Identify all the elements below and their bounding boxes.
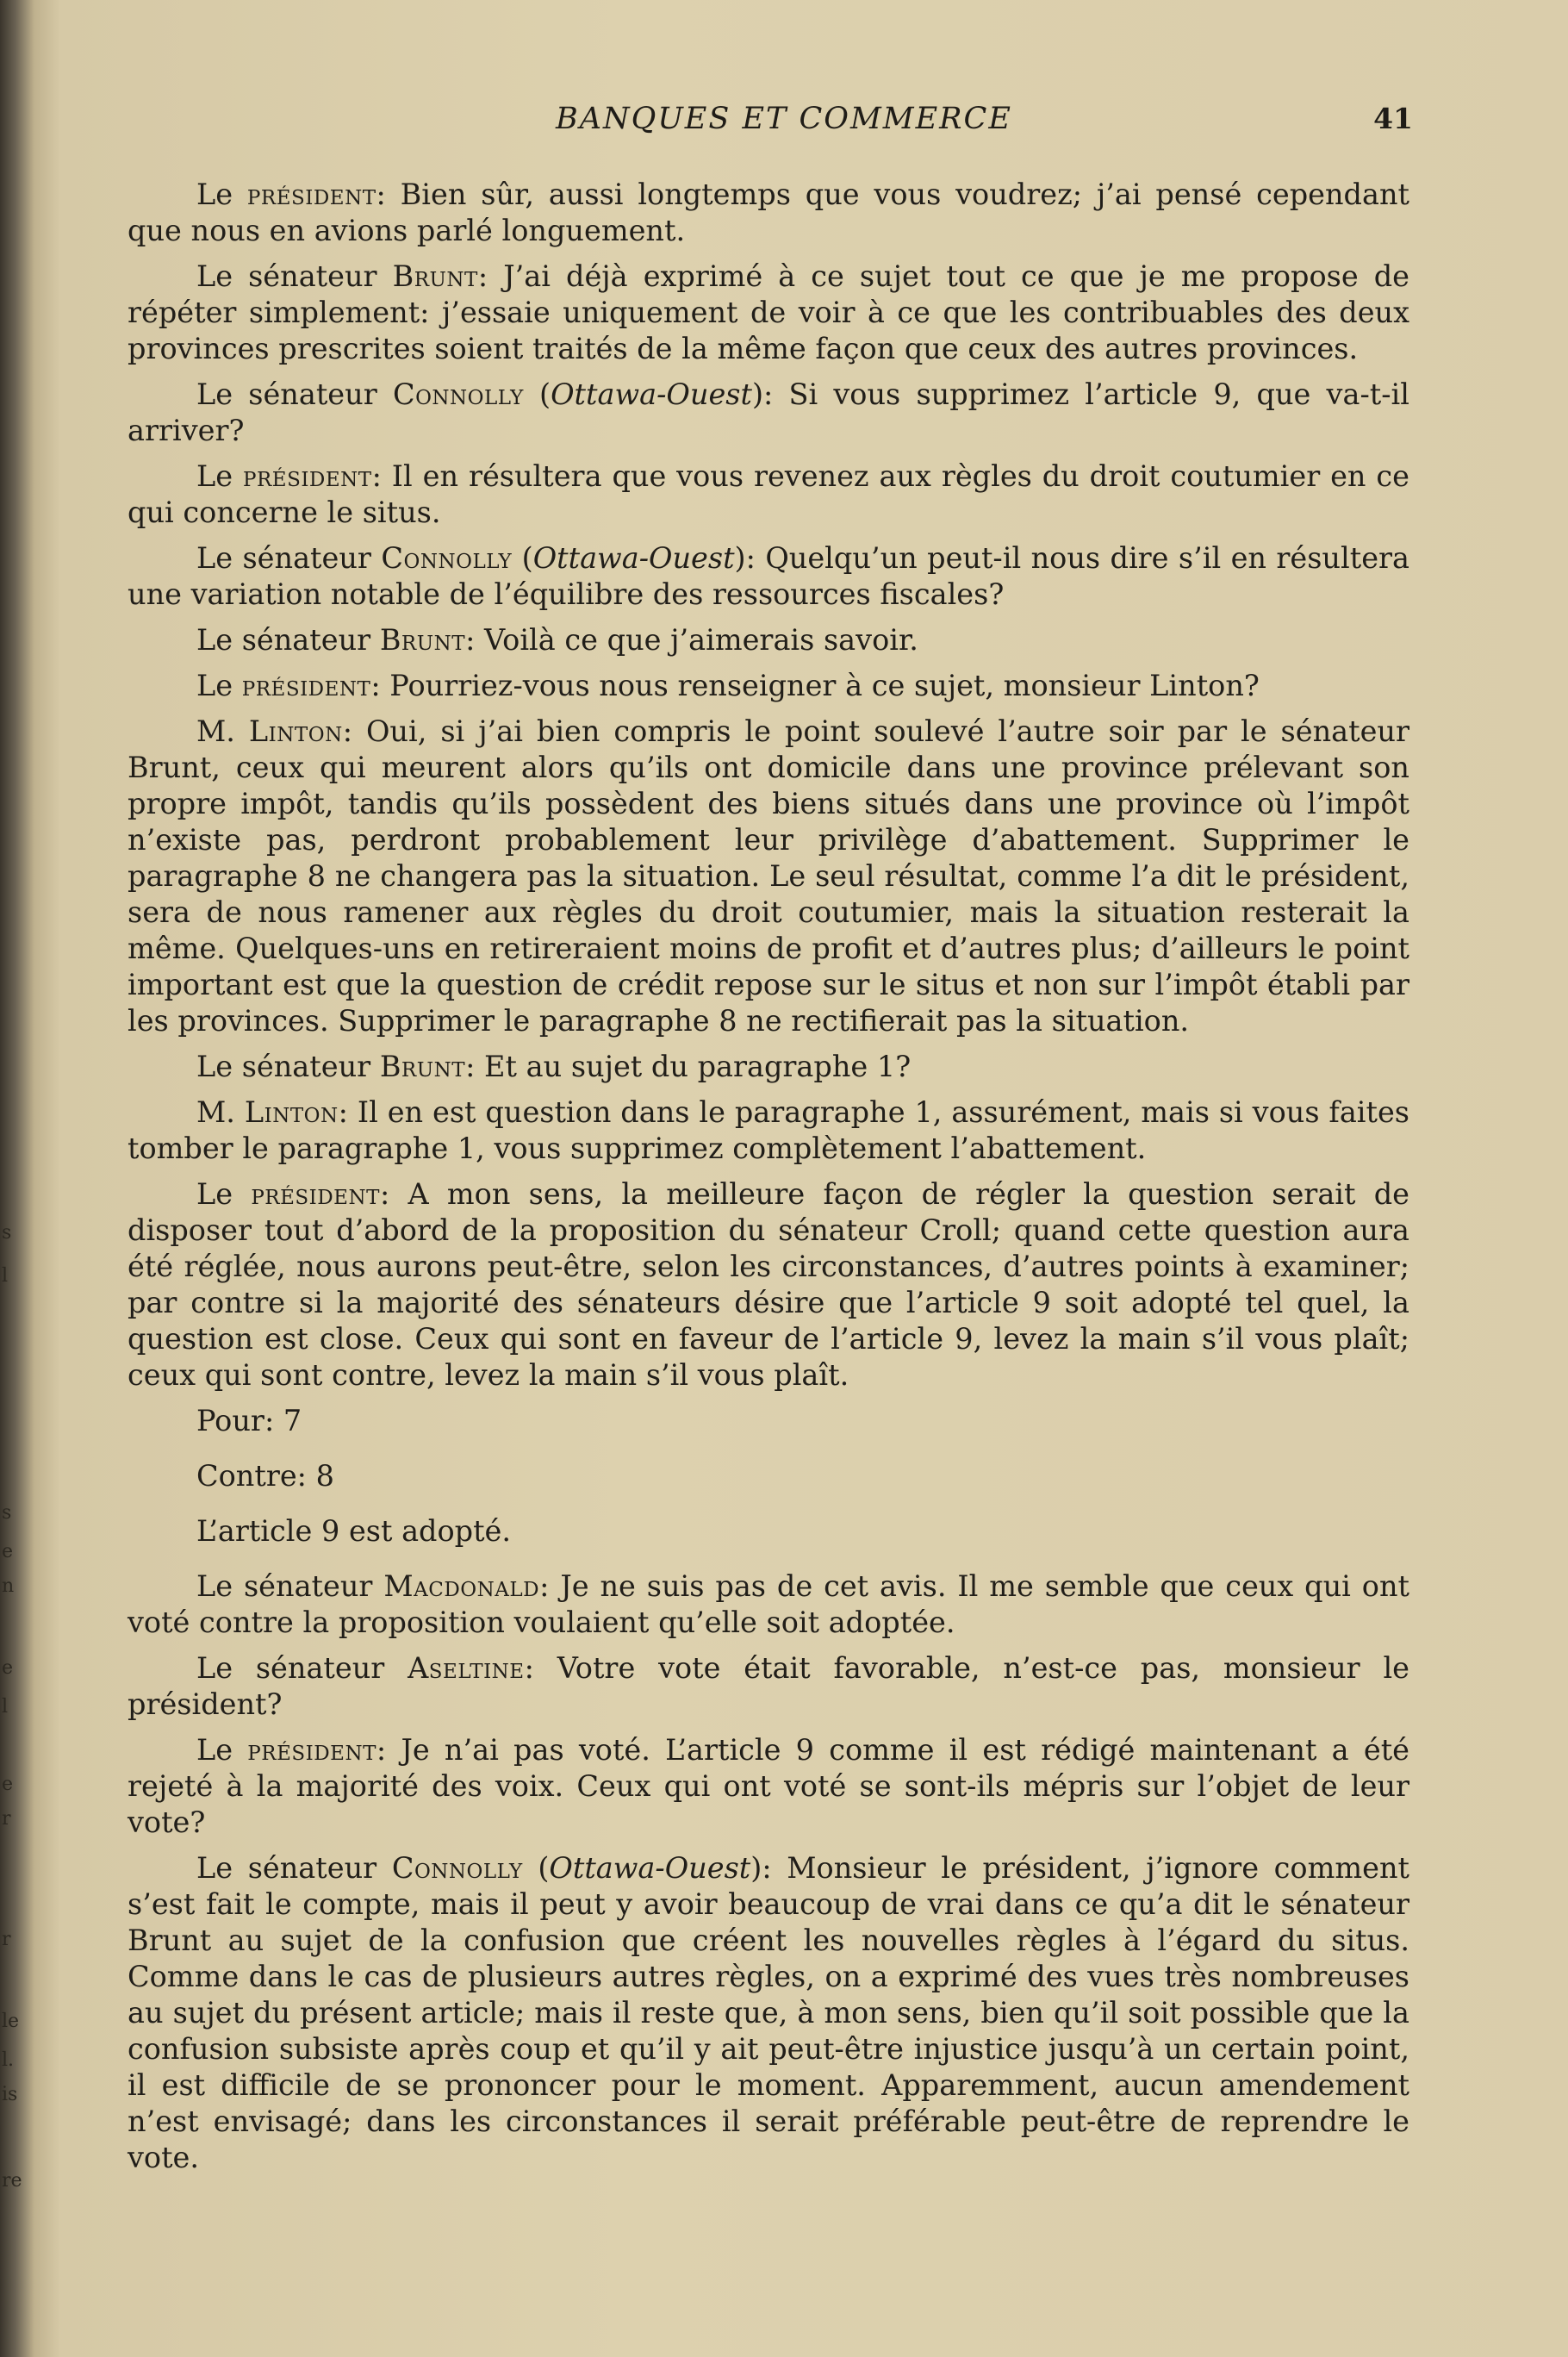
speaker-paragraph <box>128 1176 1409 1394</box>
speaker-name: président <box>251 1177 380 1211</box>
speaker-colon: : <box>379 1177 390 1211</box>
running-title: BANQUES ET COMMERCE <box>556 102 1012 136</box>
speaker-prefix: Le sénateur <box>196 1851 392 1885</box>
speaker-name: Macdonald <box>383 1569 540 1603</box>
speaker-paragraph <box>128 668 1409 704</box>
speaker-prefix: Le <box>196 1733 248 1767</box>
speaker-prefix: M. <box>196 714 249 748</box>
speaker-colon: : <box>477 259 488 293</box>
speaker-prefix: Le <box>196 669 242 702</box>
body-text <box>128 177 1409 2186</box>
speaker-paragraph <box>128 714 1409 1039</box>
speaker-prefix: Le sénateur <box>196 1651 408 1685</box>
speaker-colon: : <box>342 714 352 748</box>
page-number: 41 <box>1373 102 1413 135</box>
vote-pour: Pour: 7 <box>196 1404 302 1437</box>
speaker-prefix: Le sénateur <box>196 377 393 411</box>
page-header <box>121 102 1413 145</box>
speaker-name: président <box>241 669 371 702</box>
speech-text: Votre vote était favorable, n’est-ce pas, monsieur le président? <box>128 1651 1409 1721</box>
speaker-riding: Ottawa-Ouest <box>532 541 735 575</box>
speaker-name: Connolly <box>391 1851 523 1885</box>
speaker-name: Brunt <box>379 1050 466 1083</box>
speech-text: Je n’ai pas voté. L’article 9 comme il est rédigé maintenant a été rejeté à la majorité des voix. Ceux qui ont voté se sont-ils mépris sur l’objet de leur vote? <box>128 1733 1409 1839</box>
speaker-riding: Ottawa-Ouest <box>551 377 752 411</box>
speaker-riding: Ottawa-Ouest <box>549 1851 751 1885</box>
speaker-name: Connolly <box>392 377 524 411</box>
speaker-prefix: Le sénateur <box>196 541 382 575</box>
speaker-prefix: Le <box>196 1177 252 1211</box>
speaker-name: Brunt <box>379 623 466 657</box>
speaker-name: président <box>247 1733 376 1767</box>
speaker-prefix: Le sénateur <box>196 259 393 293</box>
vote-contre: Contre: 8 <box>196 1459 334 1493</box>
speaker-prefix: Le sénateur <box>196 1050 380 1083</box>
speaker-paragraph <box>128 622 1409 658</box>
speaker-paragraph <box>128 458 1409 531</box>
speaker-colon: : <box>539 1569 550 1603</box>
speaker-colon: : <box>370 669 381 702</box>
speaker-paragraph: Le sénateur Connolly (Ottawa-Ouest): Quelqu’un peut-il nous dire s’il en résultera une variation notable de l’équilibre des ressources fiscales? <box>128 541 1409 611</box>
speech-text: Il en résultera que vous revenez aux règles du droit coutumier en ce qui concerne le situs. <box>128 459 1409 529</box>
vote-result: L’article 9 est adopté. <box>196 1514 512 1548</box>
speech-text: Et au sujet du paragraphe 1? <box>475 1050 912 1083</box>
speech-text: Si vous supprimez l’article 9, que va-t-il arriver? <box>128 377 1409 447</box>
speaker-colon: : <box>465 623 476 657</box>
speaker-paragraph <box>128 1568 1409 1641</box>
speaker-name: Linton <box>248 714 343 748</box>
speech-text: Bien sûr, aussi longtemps que vous voudrez; j’ai pensé cependant que nous en avions parlé longuement. <box>128 178 1409 247</box>
speaker-colon: : <box>465 1050 476 1083</box>
speech-text: Il en est question dans le paragraphe 1, assurément, mais si vous faites tomber le paragraphe 1, vous supprimez complètement l’abattement. <box>128 1095 1409 1165</box>
speaker-colon: : <box>376 178 386 211</box>
speaker-paragraph: Le sénateur Connolly (Ottawa-Ouest): Monsieur le président, j’ignore comment s’est fait le compte, mais il peut y avoir beaucoup de vrai dans ce qu’a dit le sénateur Brunt au sujet de la confusion que créent les nouvelles règles à l’égard du situs. Comme dans le cas de plusieurs autres règles, on a exprimé des vues très nombreuses au sujet du présent article; mais il reste que, à mon sens, bien qu’il soit possible que la confusion subsiste après coup et qu’il y ait peut-être injustice jusqu’à un certain point, il est difficile de se prononcer pour le moment. Apparemment, aucun amendement n’est envisagé; dans les circonstances il serait préférable peut-être de reprendre le vote. <box>128 1851 1409 2174</box>
speaker-prefix: Le sénateur <box>196 1569 384 1603</box>
speaker-prefix: Le <box>196 459 243 493</box>
speaker-paragraph <box>128 1732 1409 1841</box>
speech-text: Oui, si j’ai bien compris le point soulevé l’autre soir par le sénateur Brunt, ceux qui meurent alors qu’ils ont domicile dans une province prélevant son propre impôt, tandis qu’ils possèdent des biens situés dans une province où l’impôt n’existe pas, perdront probablement leur privilège d’abattement. Supprimer le paragraphe 8 ne changera pas la situation. Le seul résultat, comme l’a dit le président, sera de nous ramener aux règles du droit coutumier, mais la situation resterait la même. Quelques-uns en retireraient moins de profit et d’autres plus; d’ailleurs le point important est que la question de crédit repose sur le situs et non sur l’impôt établi par les provinces. Supprimer le paragraphe 8 ne rectifierait pas la situation. <box>128 714 1409 1038</box>
speaker-name: Aseltine <box>408 1651 525 1685</box>
speech-text: Monsieur le président, j’ignore comment s’est fait le compte, mais il peut y avoir beaucoup de vrai dans ce qu’a dit le sénateur Brunt au sujet de la confusion que créent les nouvelles règles à l’égard du situs. Comme dans le cas de plusieurs autres règles, on a exprimé des vues très nombreuses au sujet du présent article; mais il reste que, à mon sens, bien qu’il soit possible que la confusion subsiste après coup et qu’il y ait peut-être injustice jusqu’à un certain point, il est difficile de se prononcer pour le moment. Apparemment, aucun amendement n’est envisagé; dans les circonstances il serait préférable peut-être de reprendre le vote. <box>128 1851 1409 2174</box>
speaker-colon: : <box>338 1095 348 1129</box>
speech-text: Voilà ce que j’aimerais savoir. <box>475 623 918 657</box>
speaker-paragraph <box>128 1049 1409 1085</box>
binding-edge: s l s e n e l e r r le l. is re <box>2 1222 22 2192</box>
speaker-name: Connolly <box>381 541 513 575</box>
speaker-prefix: M. <box>196 1095 245 1129</box>
speech-text: Quelqu’un peut-il nous dire s’il en résultera une variation notable de l’équilibre des ressources fiscales? <box>128 541 1409 611</box>
speech-text: Pourriez-vous nous renseigner à ce sujet, monsieur Linton? <box>380 669 1260 702</box>
speaker-colon: : <box>376 1733 387 1767</box>
speaker-paragraph <box>128 1650 1409 1723</box>
speaker-prefix: Le <box>196 178 247 211</box>
speaker-name: Linton <box>244 1095 339 1129</box>
speaker-name: président <box>242 459 372 493</box>
speaker-paragraph: Le sénateur Connolly (Ottawa-Ouest): Si vous supprimez l’article 9, que va-t-il arriver? <box>128 377 1409 447</box>
speaker-name: Brunt <box>392 259 478 293</box>
speaker-name: président <box>246 178 376 211</box>
speaker-colon: : <box>371 459 382 493</box>
speech-text: J’ai déjà exprimé à ce sujet tout ce que je me propose de répéter simplement: j’essaie uniquement de voir à ce que les contribuables des deux provinces prescrites soient traités de la même façon que ceux des autres provinces. <box>128 259 1409 365</box>
speech-text: Je ne suis pas de cet avis. Il me semble que ceux qui ont voté contre la proposition voulaient qu’elle soit adoptée. <box>128 1569 1410 1639</box>
speaker-colon: : <box>524 1651 534 1685</box>
speaker-paragraph <box>128 259 1409 367</box>
speech-text: A mon sens, la meilleure façon de régler la question serait de disposer tout d’abord de la proposition du sénateur Croll; quand cette question aura été réglée, nous aurons peut-être, selon les circonstances, d’autres points à examiner; par contre si la majorité des sénateurs désire que l’article 9 soit adopté tel quel, la question est close. Ceux qui sont en faveur de l’article 9, levez la main s’il vous plaît; ceux qui sont contre, levez la main s’il vous plaît. <box>128 1177 1409 1392</box>
speaker-paragraph <box>128 177 1409 249</box>
speaker-prefix: Le sénateur <box>196 623 380 657</box>
speaker-paragraph <box>128 1094 1409 1167</box>
